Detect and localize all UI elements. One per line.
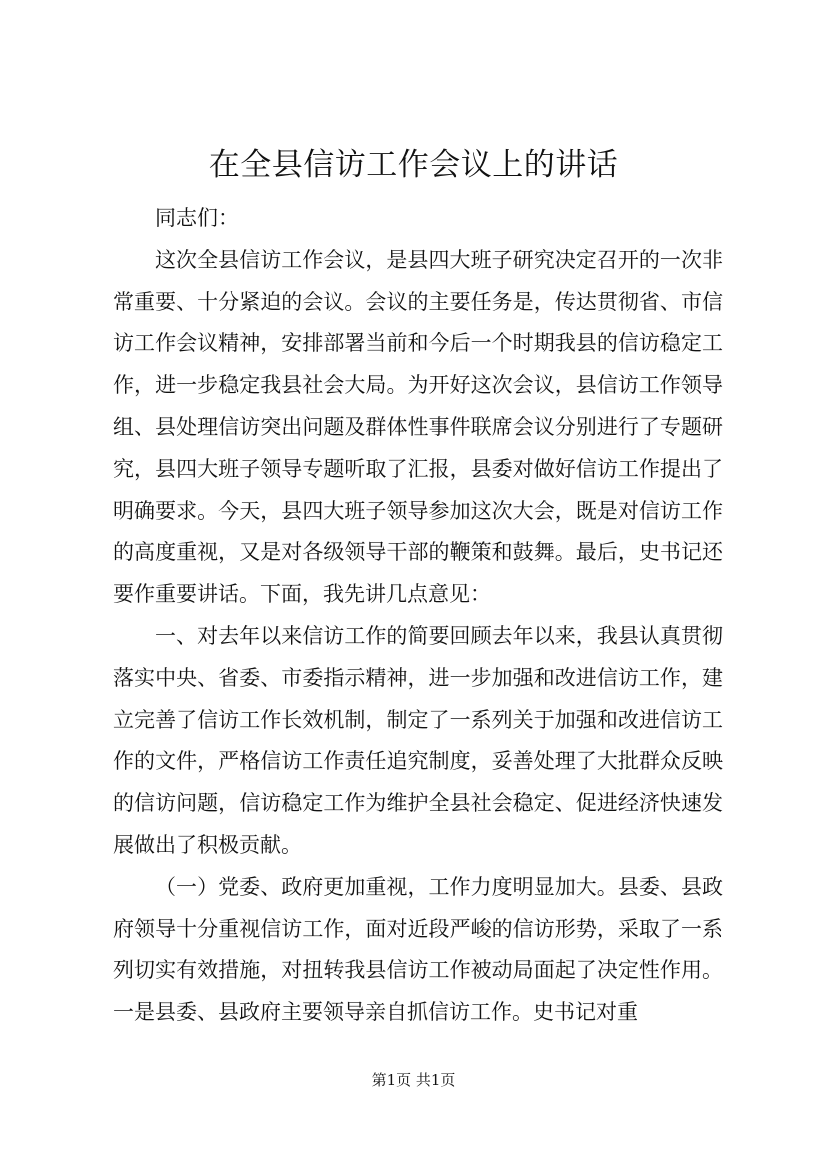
salutation: 同志们： — [155, 206, 239, 230]
page-number-footer: 第1页 共1页 — [371, 1071, 456, 1089]
paragraph-review: 一、对去年以来信访工作的简要回顾去年以来，我县认真贯彻落实中央、省委、市委指示精神，进一步加强和改进信访工作，建立完善了信访工作长效机制，制定了一系列关于加强和改进信访工作的文件，严格信访工作责任追究制度，妥善处理了大批群众反映的信访问题，信访稳定工作为维护全县社会稳定、促进经济快速发展做出了积极贡献。 — [113, 623, 723, 857]
document-body — [113, 198, 723, 1034]
paragraph-section-1: （一）党委、政府更加重视，工作力度明显加大。县委、县政府领导十分重视信访工作，面对近段严峻的信访形势，采取了一系列切实有效措施，对扭转我县信访工作被动局面起了决定性作用。一是县委、县政府主要领导亲自抓信访工作。史书记对重 — [113, 874, 723, 1025]
document-title: 在全县信访工作会议上的讲话 — [208, 147, 619, 183]
paragraph-intro: 这次全县信访工作会议，是县四大班子研究决定召开的一次非常重要、十分紧迫的会议。会议的主要任务是，传达贯彻省、市信访工作会议精神，安排部署当前和今后一个时期我县的信访稳定工作，进一步稳定我县社会大局。为开好这次会议，县信访工作领导组、县处理信访突出问题及群体性事件联席会议分别进行了专题研究，县四大班子领导专题听取了汇报，县委对做好信访工作提出了明确要求。今天，县四大班子领导参加这次大会，既是对信访工作的高度重视，又是对各级领导干部的鞭策和鼓舞。最后，史书记还要作重要讲话。下面，我先讲几点意见： — [113, 247, 723, 607]
